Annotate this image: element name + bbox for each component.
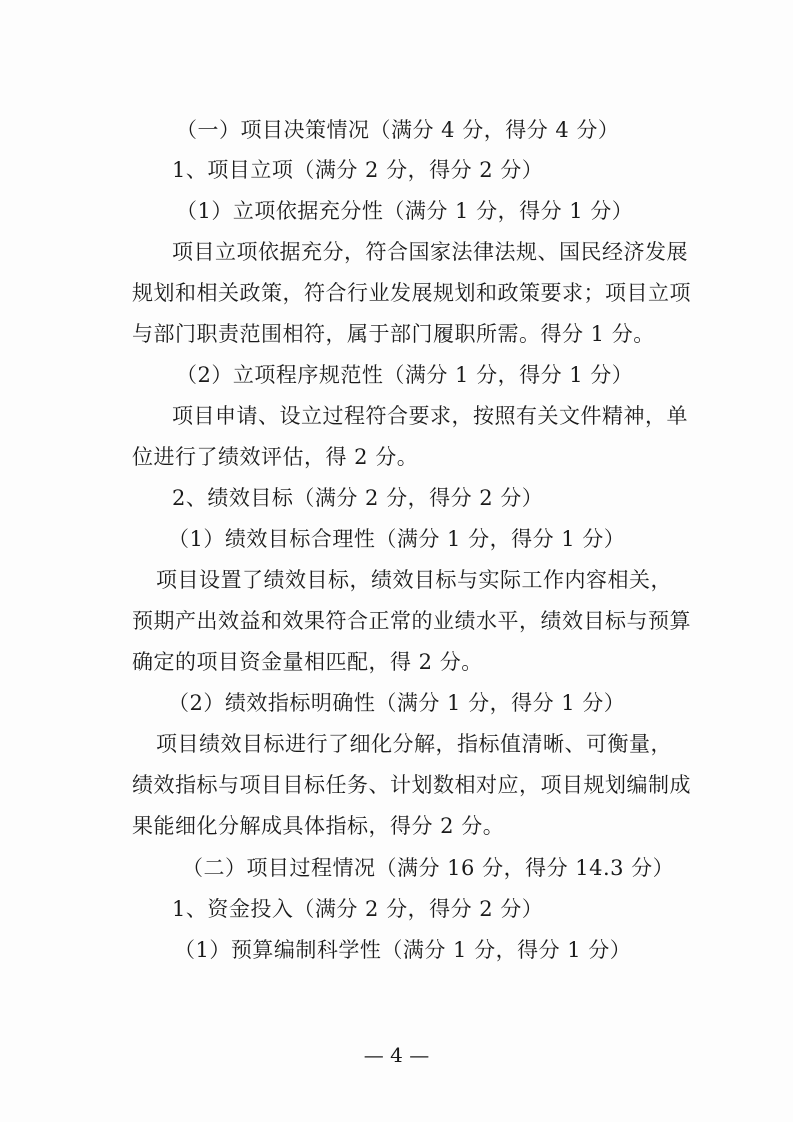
paragraph-line: 预期产出效益和效果符合正常的业绩水平，绩效目标与预算	[132, 609, 691, 633]
subsection-heading-approval: 1、项目立项（满分 2 分，得分 2 分）	[172, 158, 544, 182]
paragraph-line: 项目申请、设立过程符合要求，按照有关文件精神，单	[172, 404, 688, 428]
paragraph-line: 项目绩效目标进行了细化分解，指标值清晰、可衡量，	[156, 732, 672, 756]
item-heading-clarity: （2）绩效指标明确性（满分 1 分，得分 1 分）	[168, 691, 626, 715]
paragraph-line: 位进行了绩效评估，得 2 分。	[132, 445, 419, 469]
item-heading-budget: （1）预算编制科学性（满分 1 分，得分 1 分）	[174, 938, 632, 962]
item-heading-rationality: （1）绩效目标合理性（满分 1 分，得分 1 分）	[168, 527, 626, 551]
paragraph-line: 果能细化分解成具体指标，得分 2 分。	[132, 814, 505, 838]
paragraph-line: 确定的项目资金量相匹配，得 2 分。	[132, 650, 483, 674]
paragraph-line: 绩效指标与项目目标任务、计划数相对应，项目规划编制成	[132, 773, 691, 797]
item-heading-basis: （1）立项依据充分性（满分 1 分，得分 1 分）	[176, 199, 634, 223]
subsection-heading-funding: 1、资金投入（满分 2 分，得分 2 分）	[172, 897, 544, 921]
page-number: — 4 —	[363, 1043, 430, 1067]
paragraph-line: 与部门职责范围相符，属于部门履职所需。得分 1 分。	[132, 322, 655, 346]
paragraph-line: 项目立项依据充分，符合国家法律法规、国民经济发展	[172, 240, 688, 264]
paragraph-line: 规划和相关政策，符合行业发展规划和政策要求；项目立项	[132, 281, 691, 305]
subsection-heading-goals: 2、绩效目标（满分 2 分，得分 2 分）	[172, 486, 544, 510]
section-heading-process: （二）项目过程情况（满分 16 分，得分 14.3 分）	[182, 856, 675, 880]
item-heading-procedure: （2）立项程序规范性（满分 1 分，得分 1 分）	[176, 363, 634, 387]
paragraph-line: 项目设置了绩效目标，绩效目标与实际工作内容相关，	[156, 568, 672, 592]
section-heading-decision: （一）项目决策情况（满分 4 分，得分 4 分）	[176, 118, 620, 142]
